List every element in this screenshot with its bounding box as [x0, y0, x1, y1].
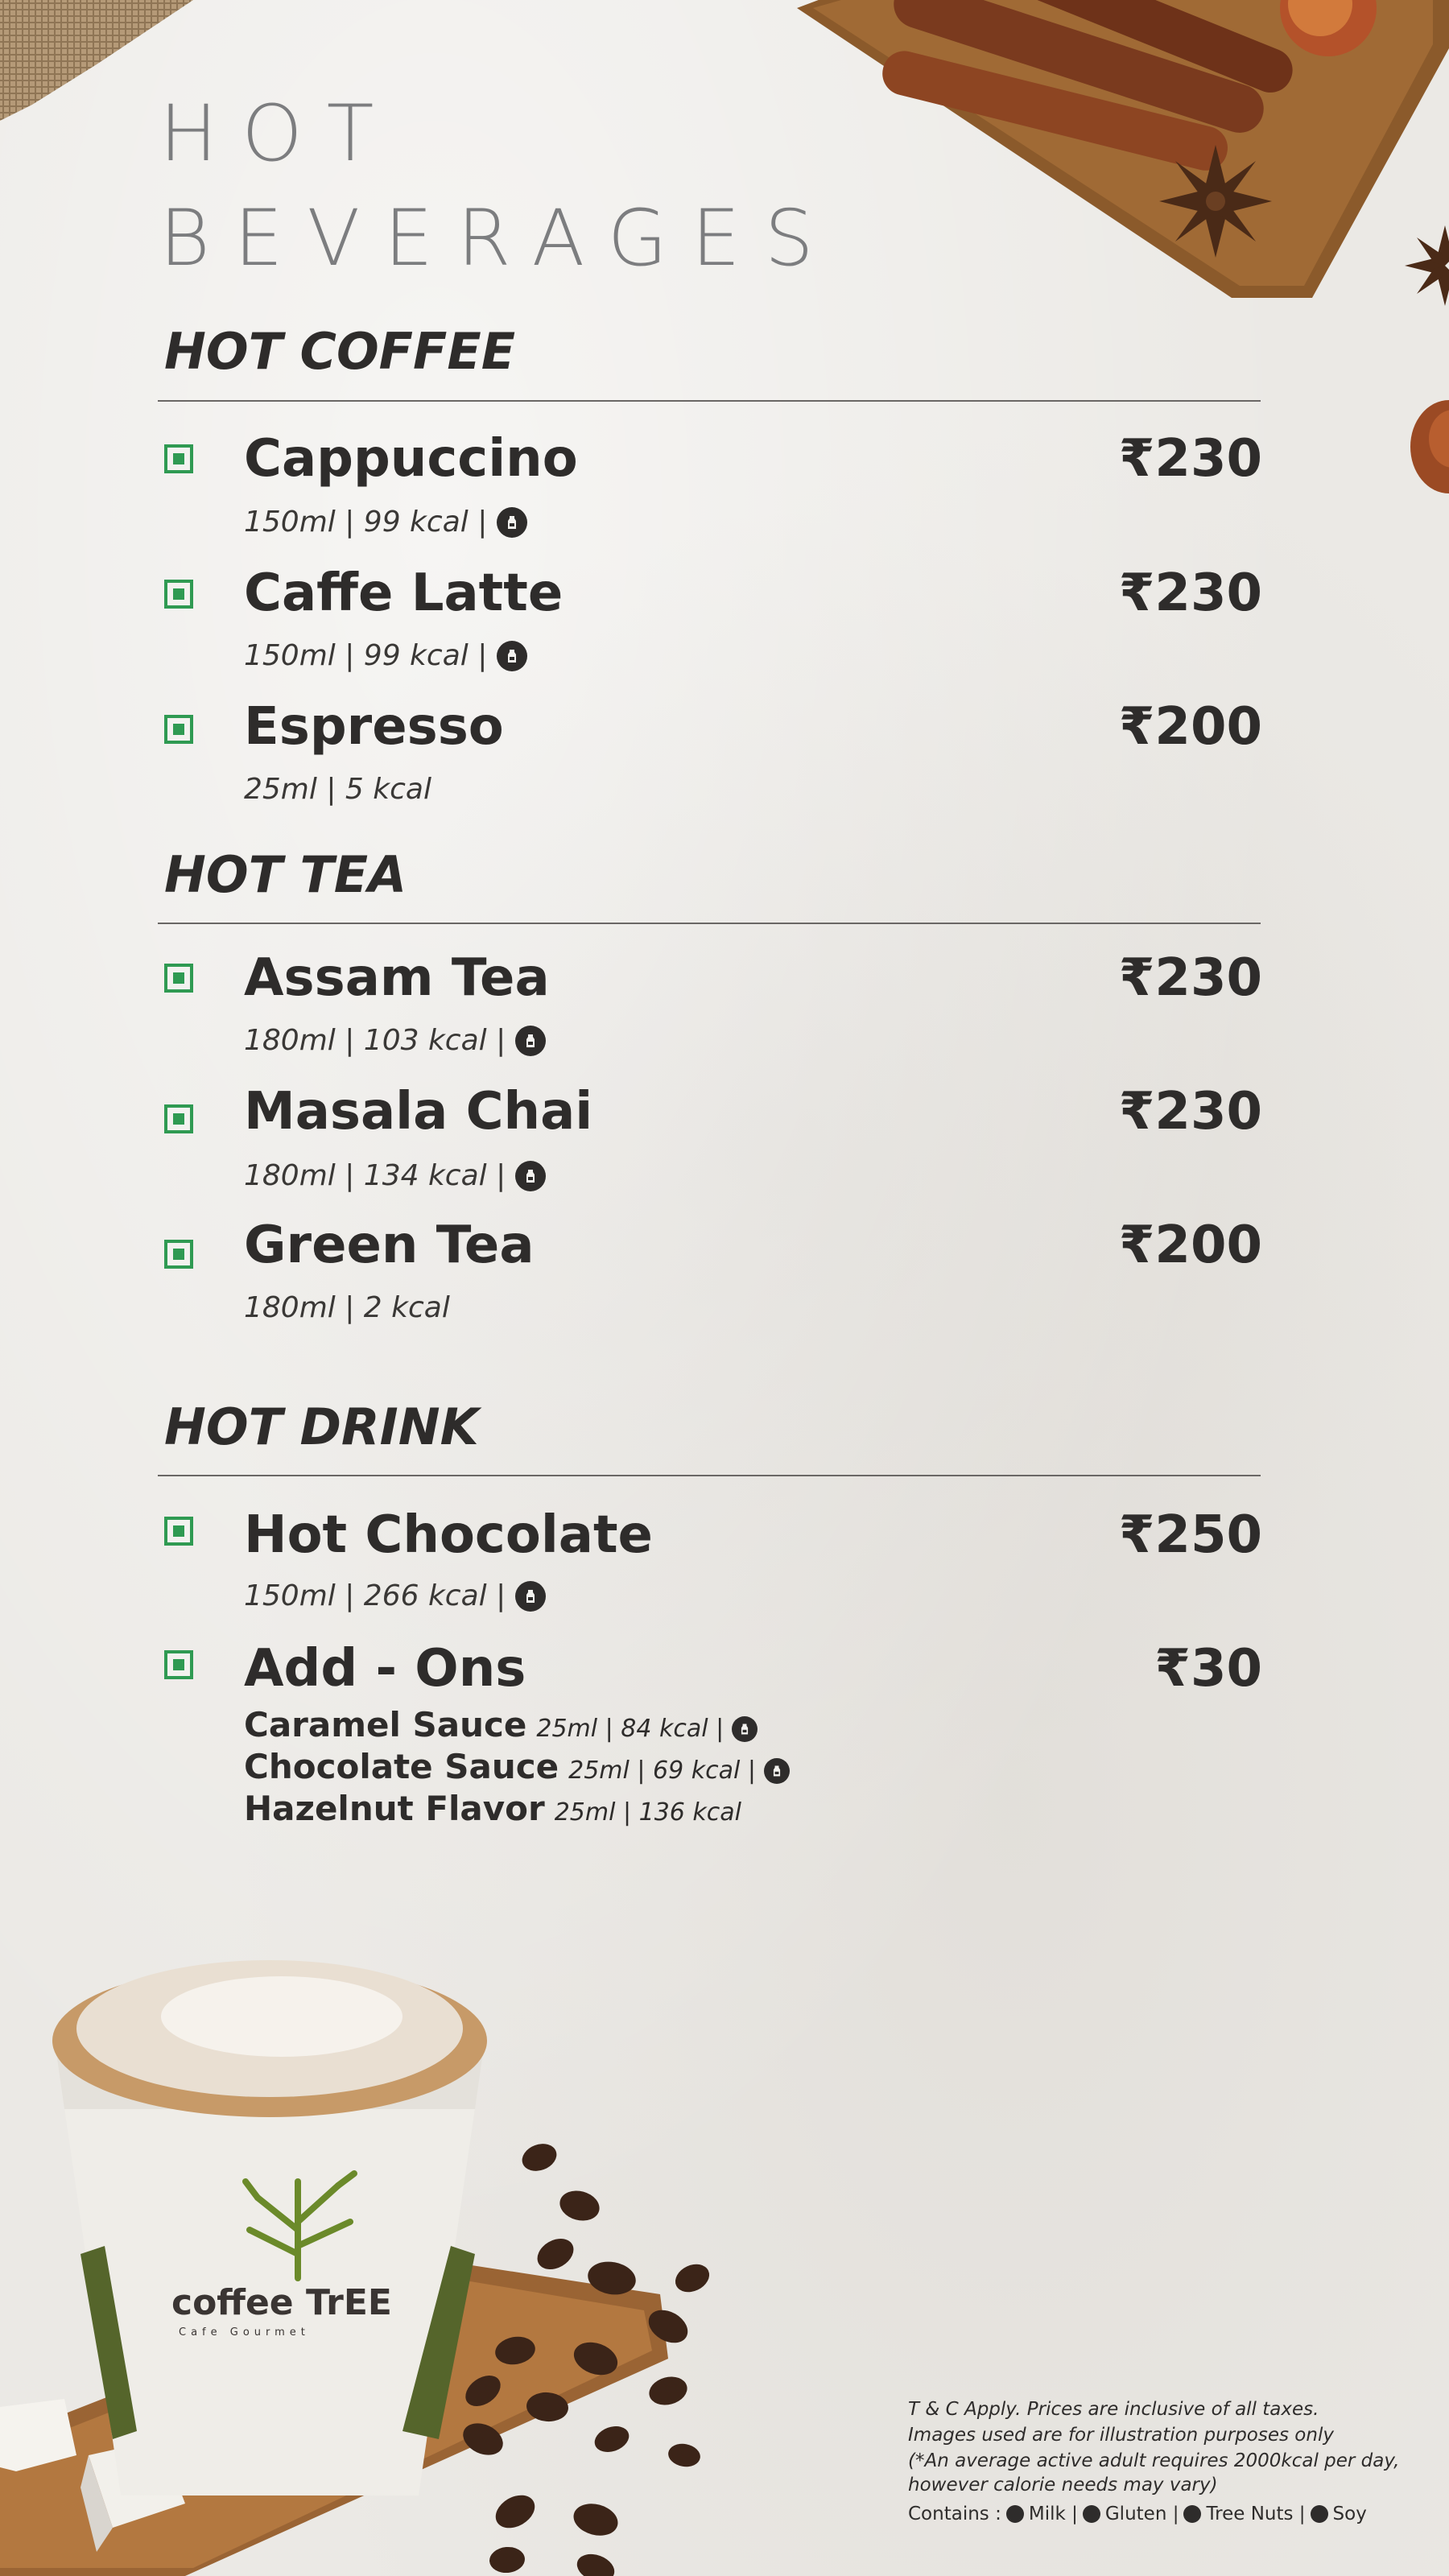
milk-bottle-icon — [515, 1161, 546, 1191]
addon-chocolate-sauce — [244, 1747, 790, 1786]
veg-indicator-icon — [164, 964, 193, 993]
item-info-text: 150ml | 99 kcal | — [244, 639, 488, 672]
section-divider — [158, 400, 1261, 402]
section-divider — [158, 1475, 1261, 1476]
item-name-green-tea: Green Tea — [244, 1216, 535, 1275]
item-price-caffe-latte: ₹230 — [1118, 564, 1262, 623]
allergen-gluten: Gluten | — [1104, 2504, 1179, 2524]
page-title-line1: HOT — [159, 89, 398, 179]
addon-info-text: 25ml | 136 kcal — [554, 1798, 741, 1827]
item-name-cappuccino: Cappuccino — [244, 429, 578, 489]
item-name-espresso: Espresso — [244, 697, 504, 757]
page-title-line2: BEVERAGES — [159, 193, 838, 283]
item-price-masala-chai: ₹230 — [1118, 1082, 1262, 1141]
veg-indicator-icon — [164, 1517, 193, 1546]
addon-caramel-sauce — [244, 1705, 758, 1744]
addon-info — [536, 1715, 758, 1743]
section-divider — [158, 923, 1261, 924]
milk-bottle-icon — [515, 1581, 546, 1612]
veg-indicator-icon — [164, 580, 193, 609]
section-heading-hot-drink: HOT DRINK — [164, 1397, 479, 1456]
item-info-hot-chocolate — [244, 1579, 546, 1612]
veg-indicator-icon — [164, 1240, 193, 1269]
veg-indicator-icon — [164, 715, 193, 744]
allergen-tree-nuts: Tree Nuts | — [1206, 2504, 1306, 2524]
item-info-green-tea — [244, 1291, 450, 1324]
section-heading-hot-tea: HOT TEA — [164, 845, 407, 904]
addon-name: Caramel Sauce — [244, 1705, 527, 1744]
coffee-cup-illustration — [0, 1876, 741, 2576]
milk-bottle-icon — [764, 1758, 790, 1784]
allergen-legend — [908, 2504, 1367, 2524]
cup-brand-tagline: Cafe Gourmet — [179, 2326, 310, 2339]
milk-bottle-icon — [497, 507, 527, 538]
item-info-text: 150ml | 99 kcal | — [244, 506, 488, 539]
addon-info-text: 25ml | 69 kcal | — [568, 1757, 756, 1785]
item-price-hot-chocolate: ₹250 — [1118, 1505, 1262, 1565]
item-price-green-tea: ₹200 — [1118, 1216, 1262, 1275]
addons-title: Add - Ons — [244, 1639, 526, 1699]
item-info-text: 180ml | 103 kcal | — [244, 1024, 506, 1057]
item-info-espresso — [244, 773, 431, 806]
footer-note-calories-cont: however calorie needs may vary) — [908, 2475, 1218, 2496]
footer-note-images: Images used are for illustration purposes only — [908, 2425, 1334, 2446]
milk-bottle-icon — [732, 1716, 758, 1742]
veg-indicator-icon — [164, 1104, 193, 1133]
item-info-cappuccino — [244, 506, 527, 539]
addons-price: ₹30 — [1154, 1639, 1262, 1699]
addon-info — [555, 1798, 741, 1827]
item-info-text: 180ml | 134 kcal | — [244, 1159, 506, 1192]
item-name-assam-tea: Assam Tea — [244, 948, 550, 1008]
item-info-masala-chai — [244, 1159, 546, 1192]
addon-hazelnut-flavor — [244, 1789, 741, 1828]
item-price-cappuccino: ₹230 — [1118, 429, 1262, 489]
soy-allergen-icon — [1311, 2505, 1328, 2523]
footer-note-terms: T & C Apply. Prices are inclusive of all taxes. — [908, 2399, 1319, 2420]
gluten-allergen-icon — [1083, 2505, 1100, 2523]
section-heading-hot-coffee: HOT COFFEE — [164, 322, 516, 381]
allergen-legend-label: Contains : — [908, 2504, 1001, 2524]
hazelnut-decoration — [1401, 394, 1449, 499]
item-info-text: 150ml | 266 kcal | — [244, 1579, 506, 1612]
footer-note-calories: (*An average active adult requires 2000kcal per day, — [908, 2450, 1400, 2471]
item-info-text: 180ml | 2 kcal — [244, 1291, 450, 1324]
cinnamon-tray-decoration — [797, 0, 1449, 306]
addon-name: Hazelnut Flavor — [244, 1789, 545, 1828]
item-info-caffe-latte — [244, 639, 527, 672]
addon-name: Chocolate Sauce — [244, 1747, 559, 1786]
item-name-hot-chocolate: Hot Chocolate — [244, 1505, 653, 1565]
star-anise-decoration — [1401, 201, 1449, 322]
item-price-espresso: ₹200 — [1118, 697, 1262, 757]
milk-bottle-icon — [515, 1026, 546, 1056]
item-name-caffe-latte: Caffe Latte — [244, 564, 564, 623]
cup-brand-name: coffee TrEE — [171, 2282, 392, 2323]
item-name-masala-chai: Masala Chai — [244, 1082, 593, 1141]
addon-info — [568, 1757, 790, 1785]
milk-bottle-icon — [497, 641, 527, 671]
milk-allergen-icon — [1006, 2505, 1024, 2523]
tree-nuts-allergen-icon — [1183, 2505, 1201, 2523]
item-info-text: 25ml | 5 kcal — [244, 773, 431, 806]
veg-indicator-icon — [164, 1650, 193, 1679]
veg-indicator-icon — [164, 444, 193, 473]
addon-info-text: 25ml | 84 kcal | — [536, 1715, 724, 1743]
allergen-milk: Milk | — [1028, 2504, 1078, 2524]
allergen-soy: Soy — [1332, 2504, 1367, 2524]
item-info-assam-tea — [244, 1024, 546, 1057]
item-price-assam-tea: ₹230 — [1118, 948, 1262, 1008]
